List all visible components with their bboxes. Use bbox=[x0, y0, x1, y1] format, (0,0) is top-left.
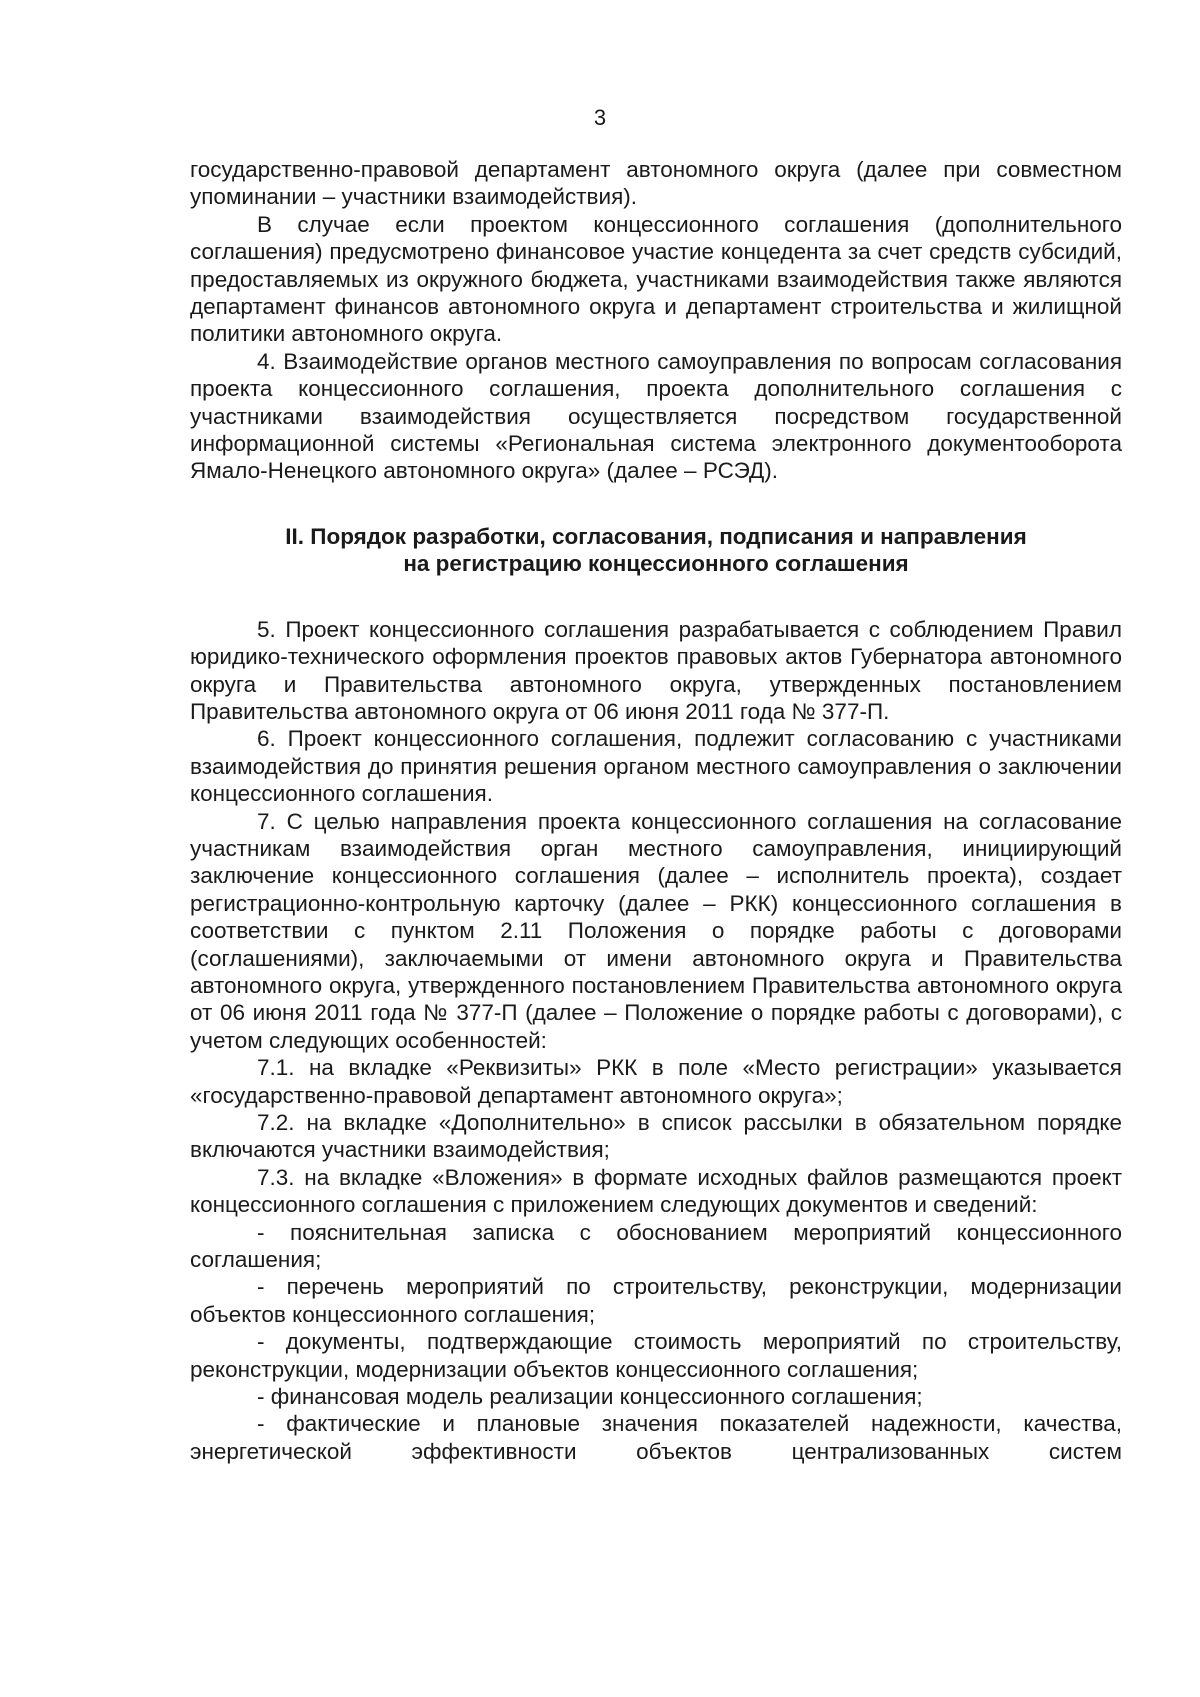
paragraph: 6. Проект концессионного соглашения, подлежит согласованию с участниками взаимодействия до принятия решения органом местного самоуправления о заключении концессионного соглашения. bbox=[190, 726, 1122, 807]
list-item: - фактические и плановые значения показателей надежности, качества, энергетической эффективности объектов централизованных систем bbox=[190, 1411, 1122, 1464]
document-body bbox=[190, 156, 1122, 1465]
section-heading-line: на регистрацию концессионного соглашения bbox=[403, 551, 909, 577]
paragraph: 7.3. на вкладке «Вложения» в формате исходных файлов размещаются проект концессионного соглашения с приложением следующих документов и сведений: bbox=[190, 1164, 1122, 1218]
paragraph: В случае если проектом концессионного соглашения (дополнительного соглашения) предусмотрено финансовое участие концедента за счет средств субсидий, предоставляемых из окружного бюджета, участниками взаимодействия также являются департамент финансов автономного округа и департамент строительства и жилищной политики автономного округа. bbox=[190, 211, 1122, 347]
list-item: - документы, подтверждающие стоимость мероприятий по строительству, реконструкции, модернизации объектов концессионного соглашения; bbox=[190, 1329, 1122, 1382]
paragraph: 4. Взаимодействие органов местного самоуправления по вопросам согласования проекта концессионного соглашения, проекта дополнительного соглашения с участниками взаимодействия осуществляется посредством государственной информационной системы «Региональная система электронного документооборота Ямало-Ненецкого автономного округа» (далее – РСЭД). bbox=[190, 348, 1122, 484]
list-item: - перечень мероприятий по строительству, реконструкции, модернизации объектов концессионного соглашения; bbox=[190, 1274, 1122, 1327]
paragraph: 7. С целью направления проекта концессионного соглашения на согласование участникам взаимодействия орган местного самоуправления, инициирующий заключение концессионного соглашения (далее – исполнитель проекта), создает регистрационно-контрольную карточку (далее – РКК) концессионного соглашения в соответствии с пунктом 2.11 Положения о порядке работы с договорами (соглашениями), заключаемыми от имени автономного округа и Правительства автономного округа, утвержденного постановлением Правительства автономного округа от 06 июня 2011 года № 377-П (далее – Положение о порядке работы с договорами), с учетом следующих особенностей: bbox=[190, 808, 1122, 1053]
paragraph: 5. Проект концессионного соглашения разрабатывается с соблюдением Правил юридико-технического оформления проектов правовых актов Губернатора автономного округа и Правительства автономного округа, утвержденных постановлением Правительства автономного округа от 06 июня 2011 года № 377-П. bbox=[190, 616, 1122, 724]
paragraph: государственно-правовой департамент автономного округа (далее при совместном упоминании – участники взаимодействия). bbox=[190, 157, 1122, 210]
list-item: - финансовая модель реализации концессионного соглашения; bbox=[257, 1384, 923, 1410]
section-heading bbox=[190, 523, 1122, 578]
list-item: - пояснительная записка с обоснованием мероприятий концессионного соглашения; bbox=[190, 1219, 1122, 1273]
paragraph: 7.1. на вкладке «Реквизиты» РКК в поле «Место регистрации» указывается «государственно-правовой департамент автономного округа»; bbox=[190, 1055, 1122, 1108]
section-heading-line: II. Порядок разработки, согласования, подписания и направления bbox=[285, 523, 1027, 549]
paragraph: 7.2. на вкладке «Дополнительно» в список рассылки в обязательном порядке включаются участники взаимодействия; bbox=[190, 1110, 1122, 1163]
page-number: 3 bbox=[593, 105, 607, 130]
